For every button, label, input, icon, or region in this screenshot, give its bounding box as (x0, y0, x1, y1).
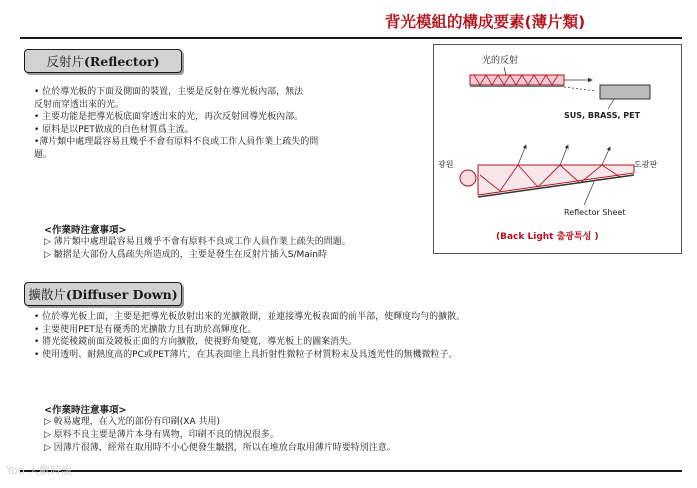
reflector-heading-en: (Reflector) (83, 53, 160, 69)
reflector-heading (24, 49, 182, 73)
top-divider (20, 37, 682, 39)
watermark: Yoo 大歡時說 (6, 464, 73, 477)
diffuser-heading (24, 282, 182, 306)
list-item: 題。 (34, 149, 53, 160)
reflector-strip (470, 85, 564, 87)
diffuser-heading-cn: 擴散片 (28, 287, 66, 302)
list-item: ▷ 原料不良主要是薄片本身有異物，印刷不良的情況很多。 (44, 430, 279, 440)
reflector-notes (44, 236, 351, 262)
reflector-diagram (433, 44, 682, 254)
list-item: • 位於導光板的下面及側面的裝置，主要是反射在導光板內部，無法 (34, 87, 304, 97)
list-item: • 主要使用PET是有優秀的光擴散力且有助於高輝度化。 (34, 324, 257, 335)
list-item: •薄片類中處理最容易且幾乎不會有原料不良或工作人員作業上疏失的問 (34, 137, 319, 148)
diagram-label-left: 광원 (438, 160, 454, 169)
diagram-caption: (Back Light 출광특성 ) (496, 232, 599, 242)
diffuser-notes (44, 416, 396, 455)
list-item: • 將光從稜鏡前面及鏡板正面的方向擴散，使視野角變寬，導光板上的圖案消失。 (34, 337, 358, 348)
bottom-divider (20, 470, 682, 472)
list-item: • 使用透明、耐熱度高的PC或PET薄片，在其表面塗上具折射性微粒子材質粉末及具透光性的無機微粒子。 (34, 349, 458, 360)
list-item: ▷ 皺摺是大部份人爲疏失所造成的，主要是發生在反射片插入S/Main時 (44, 250, 328, 260)
diffuser-heading-en: (Diffuser Down) (65, 286, 178, 302)
list-item: • 位於導光板上面，主要是把導光板放射出來的光擴散開，並連接導光板表面的前半部，使輝度均勻的擴散。 (34, 312, 466, 322)
diffuser-notes-title: <作業時注意事項> (44, 405, 127, 416)
reflector-notes-title: <作業時注意事項> (44, 225, 127, 236)
list-item: • 原料是以PET做成的白色材質爲主流。 (34, 124, 194, 135)
reflector-heading-cn: 反射片 (46, 54, 84, 69)
list-item: • 主要功能是把導光板底面穿透出來的光，再次反射回導光板內部。 (34, 112, 304, 123)
list-item: ▷ 薄片類中處理最容易且幾乎不會有原料不良或工作人員作業上疏失的問題。 (44, 237, 351, 247)
list-item: 反射而穿透出來的光。 (34, 99, 125, 110)
diagram-label-sheet: Reflector Sheet (564, 208, 626, 217)
list-item: ▷ 較易處理，在入光的部份有印刷(XA 共用) (44, 417, 220, 427)
diagram-label-top: 光的反射 (482, 56, 519, 66)
list-item: ▷ 因薄片很薄，經常在取用時不小心便發生皺摺，所以在堆放台取用薄片時要特別注意。 (44, 443, 396, 453)
diagram-label-right: 도광판 (634, 160, 658, 169)
sheet-block (600, 85, 650, 99)
page-title: 背光模組的構成要素(薄片類) (385, 13, 586, 31)
diagram-label-sus: SUS, BRASS, PET (564, 111, 641, 120)
light-source-icon (460, 170, 476, 186)
reflector-bullets (34, 86, 318, 162)
diffuser-bullets (34, 311, 465, 361)
reflector-diagram-svg (434, 45, 681, 253)
